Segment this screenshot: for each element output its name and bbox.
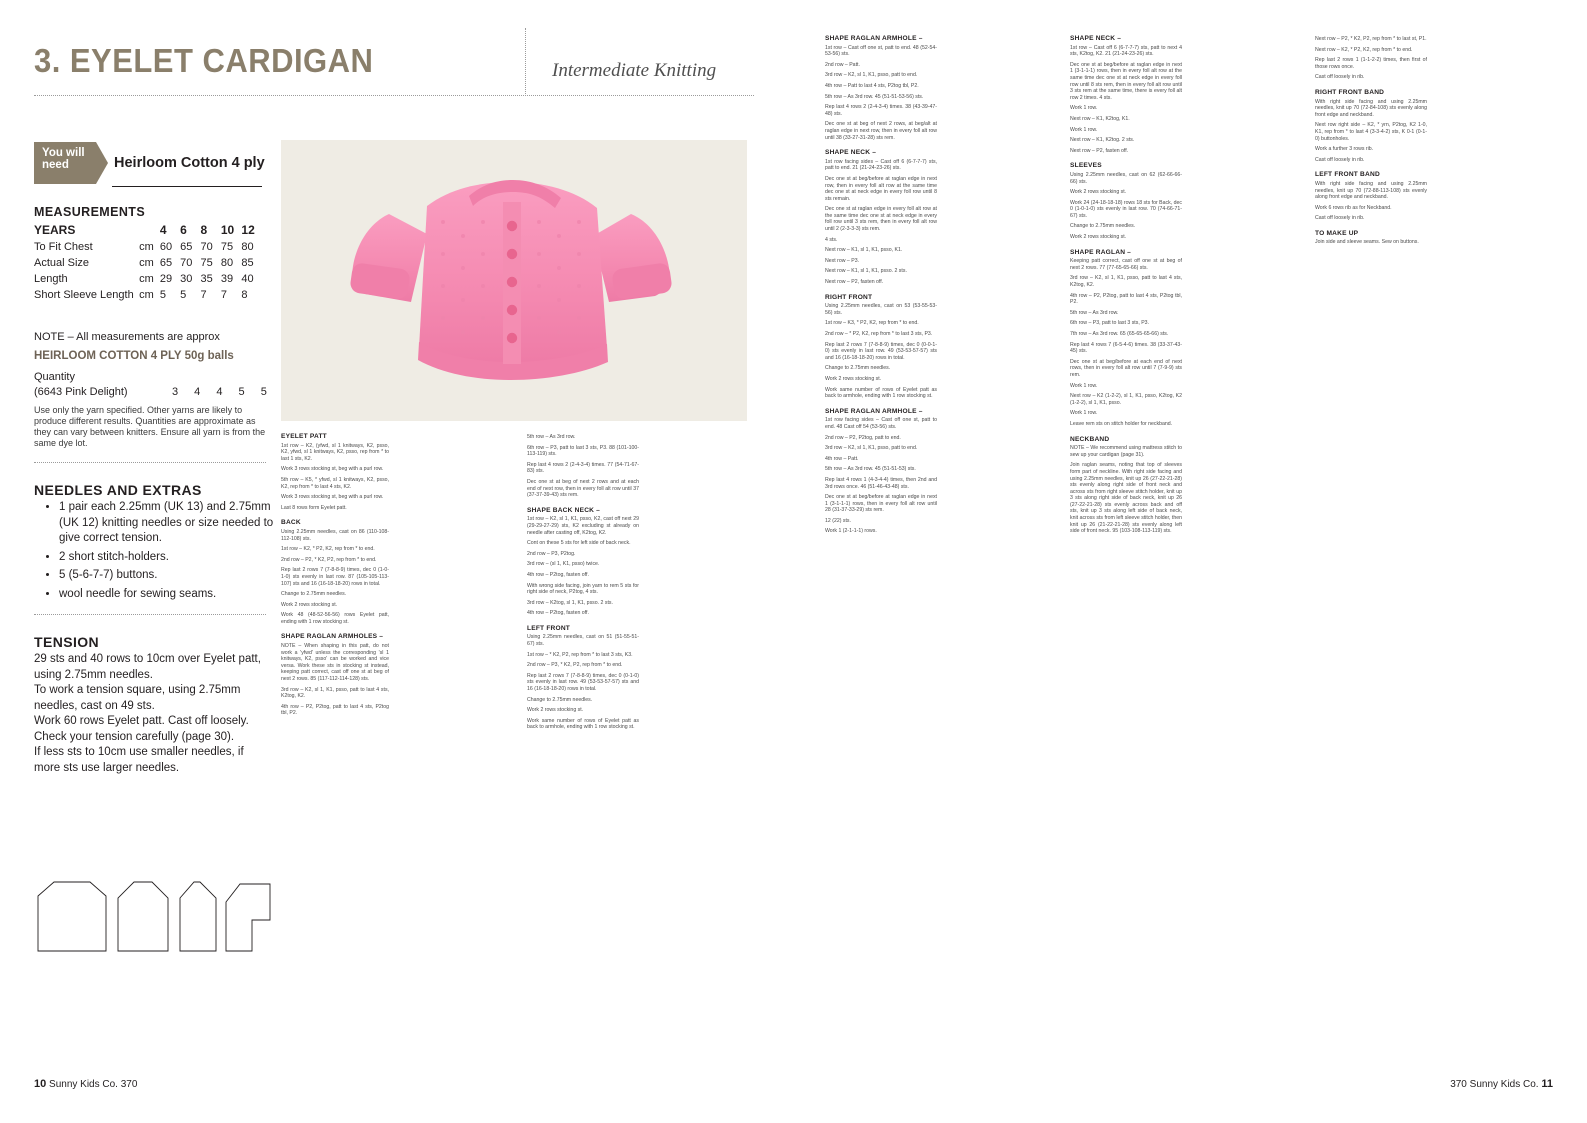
measurements-note: NOTE – All measurements are approx (34, 331, 220, 343)
measure-label: Actual Size (34, 257, 90, 269)
instruction-line: Dec one st at beg/before at raglan edge in next row, then in every foll alt row at the same time dec one st at neck edge in every foll row until 8 sts remain. (825, 175, 937, 202)
instruction-line: Work a further 3 rows rib. (1315, 146, 1374, 153)
instruction-line: Keeping patt correct, cast off one st at beg of next 2 rows. 77 (77-65-65-66) sts. (1070, 258, 1182, 271)
instruction-line: 5th row – K5, * yfwd, sl 1 knitways, K2, psso, K2, rep from * to last 4 sts, K2. (281, 476, 389, 490)
instruction-line: Using 2.25mm needles, cast on 51 (51-55-51-67) sts. (527, 634, 639, 648)
instruction-line: Change to 2.75mm needles. (1070, 223, 1136, 230)
instruction-heading: SHAPE NECK – (825, 149, 877, 157)
measurements-heading: MEASUREMENTS (34, 205, 146, 219)
measure-value: 75 (220, 241, 234, 253)
instruction-line: 3rd row – K2, sl 1, K1, psso, patt to last 4 sts, K2tog, K2. (281, 686, 389, 700)
measure-value: 70 (200, 241, 213, 253)
measure-value: 7 (220, 289, 227, 301)
instruction-heading: SHAPE RAGLAN ARMHOLE – (825, 35, 923, 42)
instruction-heading: NECKBAND (1070, 435, 1110, 443)
instruction-column-3 (825, 36, 937, 539)
instruction-line: 1st row – K2, * P2, K2, rep from * to end. (281, 546, 375, 553)
instruction-line: 2nd row – * P2, K2, rep from * to last 3 sts, P3. (825, 331, 933, 337)
instruction-line: Rep last 2 rows 1 (1-1-2-2) times, then first of those rows once. (1315, 57, 1427, 70)
measure-label: To Fit Chest (34, 241, 93, 253)
measure-value: 39 (220, 273, 234, 285)
instruction-line: Work 2 rows stocking st. (281, 601, 338, 608)
instruction-line: Work 1 row. (1070, 105, 1098, 112)
instruction-line: 2nd row – Patt. (825, 61, 860, 68)
tension-line: Work 60 rows Eyelet patt. Cast off loosely. (34, 715, 249, 727)
instruction-line: Dec one st at beg of next 2 rows and at each end of next row, then in every foll alt row until 37 (37-37-39-43) sts rem. (527, 478, 639, 499)
tension-body (34, 652, 272, 776)
instruction-line: 4th row – P2tog, fasten off. (527, 571, 589, 578)
instruction-heading: SHAPE RAGLAN ARMHOLE – (825, 407, 923, 415)
tension-line: To work a tension square, using 2.75mm needles, cast on 49 sts. (34, 684, 241, 712)
measure-unit: cm (139, 289, 154, 301)
measure-value: 75 (200, 257, 213, 269)
instruction-line: 6th row – P3, patt to last 3 sts, P3. 88 (101-100-113-119) sts. (527, 444, 639, 458)
instruction-line: Next row – K1, sl 1, K1, psso. 2 sts. (825, 268, 907, 275)
instruction-line: Change to 2.75mm needles. (825, 365, 891, 372)
instruction-line: 2nd row – P3, P2tog. (527, 550, 576, 557)
instruction-line: Using 2.25mm needles, cast on 86 (110-108-112-108) sts. (281, 528, 389, 542)
cardigan-illustration (331, 162, 701, 402)
instruction-heading: SLEEVES (1070, 162, 1102, 170)
instruction-line: Work 1 row. (1070, 382, 1098, 389)
footer-left (34, 1078, 137, 1090)
instruction-line: Dec one st at beg of next 2 rows, at beg/alt at raglan edge in next row, then in every foll alt row until 38 (33-27-31-28) sts rem. (825, 121, 937, 141)
instruction-line: 12 (22) sts. (825, 517, 851, 524)
instruction-line: 3rd row – (sl 1, K1, psso) twice. (527, 561, 600, 568)
instruction-line: 4th row – P2, P2tog, patt to last 4 sts, P2tog tbl, P2. (281, 703, 389, 717)
instruction-line: 4th row – P2tog, fasten off. (527, 610, 589, 617)
instruction-line: 2nd row – P2, P2tog, patt to end. (825, 434, 901, 441)
measure-value: 60 (159, 241, 173, 253)
instruction-line: Rep last 2 rows 7 (7-8-8-9) times, dec 0 (0-0-1-0) sts evenly in last row. 49 (53-53-57-57) sts and 16 (16-18-18-20) rows in total. (825, 341, 937, 361)
instruction-line: 2nd row – P2, * K2, P2, rep from * to end. (281, 556, 377, 563)
year-header: 4 (159, 223, 167, 237)
measure-value: 40 (241, 273, 254, 285)
instruction-line: 1st row facing sides – Cast off 6 (6-7-7-7) sts, patt to end. 21 (21-24-23-26) sts. (825, 158, 937, 172)
footer-left-text: Sunny Kids Co. 370 (49, 1079, 138, 1090)
measure-value: 35 (200, 273, 213, 285)
instruction-line: 4 sts. (825, 236, 838, 243)
measure-label: Short Sleeve Length (34, 289, 134, 301)
measure-value: 65 (159, 257, 173, 269)
year-header: 6 (180, 223, 187, 237)
instruction-line: 7th row – As 3rd row. 65 (65-65-65-66) sts. (1070, 331, 1169, 337)
instruction-line: Leave rem sts on stitch holder for neckband. (1070, 420, 1173, 427)
instruction-line: Next row – P2, * K2, P2, rep from * to last st, P1. (1315, 36, 1427, 42)
instruction-line: Using 2.25mm needles, cast on 53 (53-55-53-56) sts. (825, 303, 937, 316)
instruction-line: NOTE – When shaping in this patt, do not work a 'yfwd' unless the corresponding 'sl 1 knitways, K2, psso' can be worked and vice versa. Work these sts in stocking st instead, keeping patt correct, cast off one st at beg of next 2 rows. 85 (117-112-114-128) sts. (281, 643, 389, 683)
instruction-column-2 (527, 434, 639, 735)
instruction-line: 3rd row – K2tog, sl 1, K1, psso. 2 sts. (527, 599, 613, 606)
yarn-name: Heirloom Cotton 4 ply (114, 155, 265, 171)
instruction-line: 1st row – K3, * P2, K2, rep from * to end. (825, 320, 919, 327)
instruction-line: Rep last 2 rows 7 (7-8-8-9) times, dec 0 (1-0-1-0) sts evenly in last row. 87 (105-105-113-107) sts and 16 (16-18-18-20) rows in total. (281, 567, 389, 587)
measure-unit: cm (139, 273, 154, 285)
instruction-line: Work 6 rows rib as for Neckband. (1315, 204, 1392, 211)
instruction-line: Work 24 (24-18-18-18) rows 18 sts for Back, dec 0 (1-0-1-0) sts evenly in last row. 70 (74-66-71-67) sts. (1070, 199, 1182, 219)
instruction-heading: RIGHT FRONT (825, 293, 873, 301)
instruction-line: Work 2 rows stocking st. (825, 375, 882, 382)
instruction-line: Cast off loosely in rib. (1315, 74, 1365, 81)
instruction-heading: SHAPE BACK NECK – (527, 506, 601, 514)
table-row-years (34, 221, 262, 239)
schematic-diagrams (34, 880, 274, 957)
tension-line: If less sts to 10cm use smaller needles, if more sts use larger needles. (34, 746, 244, 774)
instruction-line: Rep last 4 rows 7 (6-5-4-6) times. 38 (33-37-43-45) sts. (1070, 341, 1182, 355)
instruction-line: 4th row – Patt. (825, 455, 859, 462)
list-item: • 5 (5-6-7-7) buttons. (59, 568, 281, 584)
instruction-heading: LEFT FRONT (527, 624, 571, 632)
instruction-heading: RIGHT FRONT BAND (1315, 88, 1385, 96)
instruction-line: Next row right side – K2, * yrn, P2tog, K2 1-0, K1, rep from * to last 4 (3-3-4-2) sts, K 0-1 (0-1-0) buttonholes. (1315, 122, 1427, 142)
instruction-line: 5th row – As 3rd row. (1070, 309, 1119, 316)
list-item: • 1 pair each 2.25mm (UK 13) and 2.75mm (UK 12) knitting needles or size needed to give correct tension. (59, 500, 281, 547)
years-label: YEARS (34, 223, 76, 237)
instruction-line: 1st row – Cast off 6 (6-7-7-7) sts, patt to next 4 sts, K2tog, K2. 21 (21-24-23-26) sts. (1070, 44, 1182, 58)
table-row (34, 271, 262, 287)
instruction-line: Change to 2.75mm needles. (281, 591, 347, 598)
measure-unit: cm (139, 241, 154, 253)
measure-value: 5 (180, 289, 187, 301)
instruction-column-4 (1070, 36, 1182, 539)
year-header: 10 (220, 223, 235, 237)
instruction-line: Work 2 rows stocking st. (527, 707, 584, 714)
yarn-balls-heading: HEIRLOOM COTTON 4 PLY 50g balls (34, 350, 234, 362)
instruction-heading: EYELET PATT (281, 433, 327, 440)
instruction-line: Next row – K1, K2tog. 2 sts. (1070, 137, 1135, 144)
measure-value: 29 (159, 273, 173, 285)
footer-right (1450, 1078, 1553, 1090)
instruction-heading: SHAPE NECK – (1070, 35, 1122, 42)
list-item: • wool needle for sewing seams. (59, 587, 281, 603)
measurements-table (34, 221, 262, 303)
instruction-line: Dec one st at beg/before at raglan edge in next 1 (3-1-1-1) rows, then in every foll alt row until 28 (31-37-33-29) sts rem. (825, 494, 937, 514)
quantity-shade: (6643 Pink Delight) (34, 386, 128, 398)
list-item: • 2 short stitch-holders. (59, 550, 281, 566)
measure-unit: cm (139, 257, 154, 269)
measure-value: 30 (180, 273, 193, 285)
table-row (34, 287, 262, 303)
instruction-line: Work 3 rows stocking st, beg with a purl row. (281, 494, 384, 501)
instruction-line: Join raglan seams, noting that top of sleeves form part of neckline. With right side facing and using 2.25mm needles, knit up 26 (27-22-21-28) sts evenly along right side of front neck and across sts from right sleeve stitch holder, knit up 3 sts along right side of back neck, knit up 26 (27-22-21-28) sts evenly across back and off sts, knit up 3 sts along left side of back neck, knit across sts from left sleeve stitch holder, then knit up 26 (21-22-21-28) sts evenly along left side of front neck. 95 (103-108-113-119) sts. (1070, 462, 1182, 535)
instruction-line: Dec one st at beg/before at raglan edge in next 1 (3-1-1-1) rows, then in every foll alt row at the same time dec one st at neck edge in every foll row until 8 sts rem, then in every foll alt row until 3 sts rem at the same time, there is every foll alt row 2 times. 4 sts. (1070, 61, 1182, 101)
instruction-line: NOTE – We recommend using mattress stitch to sew up your cardigan (page 31). (1070, 445, 1182, 458)
instruction-line: Work same number of rows of Eyelet patt as back to armhole, ending with 1 row stocking st. (825, 386, 937, 400)
footer-left-page: 10 (34, 1078, 47, 1090)
instruction-line: Rep last 2 rows 7 (7-8-8-9) times, dec 0 (0-1-0) sts evenly in last row. 49 (53-53-57-57) sts and 16 (16-18-18-20) rows in total. (527, 672, 639, 693)
you-will-need-arrow-icon (96, 142, 108, 184)
instruction-line: 3rd row – K2, sl 1, K1, psso, patt to last 4 sts, K2tog, K2. (1070, 275, 1182, 289)
instruction-line: Next row – P2, fasten off. (825, 279, 884, 286)
instruction-line: Rep last 4 rows 2 (2-4-3-4) times. 77 (54-71-67-83) sts. (527, 461, 639, 475)
instruction-line: Work same number of rows of Eyelet patt as back to armhole, ending with 1 row stocking st. (527, 717, 639, 731)
footer-right-page: 11 (1541, 1078, 1553, 1090)
instruction-line: 6th row – P3, patt to last 3 sts, P3. (1070, 320, 1150, 327)
measure-label: Length (34, 273, 68, 285)
instruction-heading: BACK (281, 519, 301, 527)
year-header: 12 (241, 223, 255, 237)
you-will-need-tab (34, 142, 96, 184)
difficulty-label: Intermediate Knitting (552, 60, 717, 81)
instruction-line: Next row – K1, sl 1, K1, psso, K1. (825, 247, 903, 254)
header-rule (34, 95, 754, 96)
instruction-line: 1st row – K2, (yfwd, sl 1 knitways, K2, psso, K2, yfwd, sl 1 knitways, K2, psso, rep from * to last 1 sts, K2. (281, 442, 389, 462)
instruction-line: With right side facing and using 2.25mm needles, knit up 70 (72-88-113-108) sts evenly along front edge and neckband. (1315, 180, 1427, 201)
instruction-heading: TO MAKE UP (1315, 229, 1359, 237)
instruction-line: Next row – K1, K2tog, K1. (1070, 115, 1130, 122)
instruction-line: Next row – P2, fasten off. (1070, 147, 1129, 154)
instruction-line: Work 1 (2-1-1-1) rows. (825, 528, 877, 535)
instruction-line: 4th row – Patt to last 4 sts, P2tog tbl, P2. (825, 82, 919, 89)
tension-line: Check your tension carefully (page 30). (34, 730, 235, 743)
tension-line: 29 sts and 40 rows to 10cm over Eyelet patt, using 2.75mm needles. (34, 653, 261, 681)
measure-value: 80 (220, 257, 234, 269)
table-row (34, 255, 262, 271)
instruction-line: Using 2.25mm needles, cast on 62 (62-66-66-66) sts. (1070, 171, 1182, 185)
instruction-line: Work 2 rows stocking st. (1070, 189, 1127, 196)
measure-value: 85 (241, 257, 254, 269)
quantity-label: Quantity (34, 371, 75, 383)
header-divider (525, 28, 526, 96)
instruction-heading: SHAPE RAGLAN ARMHOLES – (281, 633, 384, 641)
instruction-line: 3rd row – K2, sl 1, K1, psso, patt to end. (825, 72, 918, 79)
instruction-line: With right side facing and using 2.25mm needles, knit up 70 (72-84-108) sts evenly along front edge and neckband. (1315, 98, 1427, 118)
table-row (34, 239, 262, 255)
instruction-line: Rep last 4 rows 1 (4-3-4-4) times, then 2nd and 3rd rows once. 46 (51-46-43-48) sts. (825, 476, 937, 490)
instruction-line: 5th row – As 3rd row. (527, 434, 576, 440)
instruction-line: 1st row – Cast off one st, patt to end. 48 (52-54-53-56) sts. (825, 44, 937, 58)
instruction-line: Join side and sleeve seams. Sew on buttons. (1315, 239, 1419, 246)
product-photo (281, 140, 747, 421)
divider-needles (34, 462, 266, 463)
needles-heading: NEEDLES AND EXTRAS (34, 482, 202, 498)
instruction-line: Dec one st at raglan edge in every foll alt row at the same time dec one st at neck edge in every foll row until 3 sts rem, then in every foll alt row until 2 (2-3-3-3) sts rem. (825, 206, 937, 233)
instruction-heading: LEFT FRONT BAND (1315, 171, 1380, 179)
you-will-need-line1: You will (42, 147, 85, 159)
measure-value: 70 (180, 257, 193, 269)
you-will-need-line2: need (42, 159, 69, 171)
measure-value: 80 (241, 241, 254, 253)
instruction-line: 5th row – As 3rd row. 45 (51-51-53) sts. (825, 466, 916, 473)
divider-tension (34, 614, 266, 615)
tension-heading: TENSION (34, 634, 100, 650)
measure-value: 7 (200, 289, 207, 301)
measure-value: 5 (159, 289, 166, 301)
instruction-line: Rep last 4 rows 2 (2-4-3-4) times. 38 (43-39-47-48) sts. (825, 104, 937, 117)
instruction-line: Change to 2.75mm needles. (527, 696, 593, 703)
instruction-line: Next row – K2 (1-2-2), sl 1, K1, psso, K2tog, K2 (1-2-2), sl 1, K1, psso. (1070, 393, 1182, 406)
instruction-line: Next row – K2, * P2, K2, rep from * to end. (1315, 46, 1413, 53)
instruction-line: 1st row facing sides – Cast off one st, patt to end. 48 Cast off 54 (53-56) sts. (825, 417, 937, 430)
instruction-line: Cast off loosely in rib. (1315, 156, 1365, 163)
footer-right-text: 370 Sunny Kids Co. (1450, 1079, 1539, 1090)
instruction-line: 5th row – As 3rd row. 45 (51-51-53-56) sts. (825, 93, 924, 100)
needles-list (46, 500, 281, 605)
instruction-line: Last 8 rows form Eyelet patt. (281, 504, 347, 511)
instruction-line: 3rd row – K2, sl 1, K1, psso, patt to end. (825, 445, 918, 452)
instruction-line: Dec one st at beg/before at each end of next rows, then in every foll alt row until 7 (7-9-9) sts rem. (1070, 358, 1182, 378)
measure-value: 8 (241, 289, 248, 301)
instruction-line: 1st row – * K2, P2, rep from * to last 3 sts, K3. (527, 651, 633, 658)
instruction-line: 4th row – P2, P2tog, patt to last 4 sts, P2tog tbl, P2. (1070, 292, 1182, 306)
instruction-line: Cast off loosely in rib. (1315, 215, 1365, 222)
instruction-line: With wrong side facing, join yarn to rem 5 sts for right side of neck, P2tog, 4 sts. (527, 582, 639, 596)
instruction-line: Work 2 rows stocking st. (1070, 234, 1127, 241)
instruction-column-1 (281, 434, 389, 721)
measure-value: 65 (180, 241, 193, 253)
instruction-line: Next row – P3. (825, 257, 860, 264)
instruction-line: Work 1 row. (1070, 410, 1098, 417)
instruction-heading: SHAPE RAGLAN – (1070, 248, 1132, 256)
instruction-column-5 (1315, 36, 1427, 250)
year-header: 8 (200, 223, 208, 237)
page-title: 3. EYELET CARDIGAN (34, 42, 374, 79)
instruction-line: Cont on these 5 sts for left side of back neck. (527, 540, 631, 547)
instruction-line: Work 1 row. (1070, 126, 1098, 133)
yarn-fineprint: Use only the yarn specified. Other yarns are likely to produce different results. Quantities are approximate as they can vary between knitters. Ensure all yarn is from the same dye lot. (34, 405, 266, 448)
yarn-rule (112, 186, 262, 187)
instruction-line: 1st row – K2, sl 1, K1, psso, K2, cast off next 29 (29-29-27-29) sts, K2 excluding st already on needle after casting off, K2tog, K2. (527, 516, 639, 536)
instruction-line: 2nd row – P3, * K2, P2, rep from * to end. (527, 662, 623, 669)
quantity-values: 3 4 4 5 5 (172, 386, 274, 398)
instruction-line: Work 48 (48-52-56-56) rows Eyelet patt, ending with 1 row stocking st. (281, 612, 389, 625)
instruction-line: Work 3 rows stocking st, beg with a purl row. (281, 466, 384, 473)
